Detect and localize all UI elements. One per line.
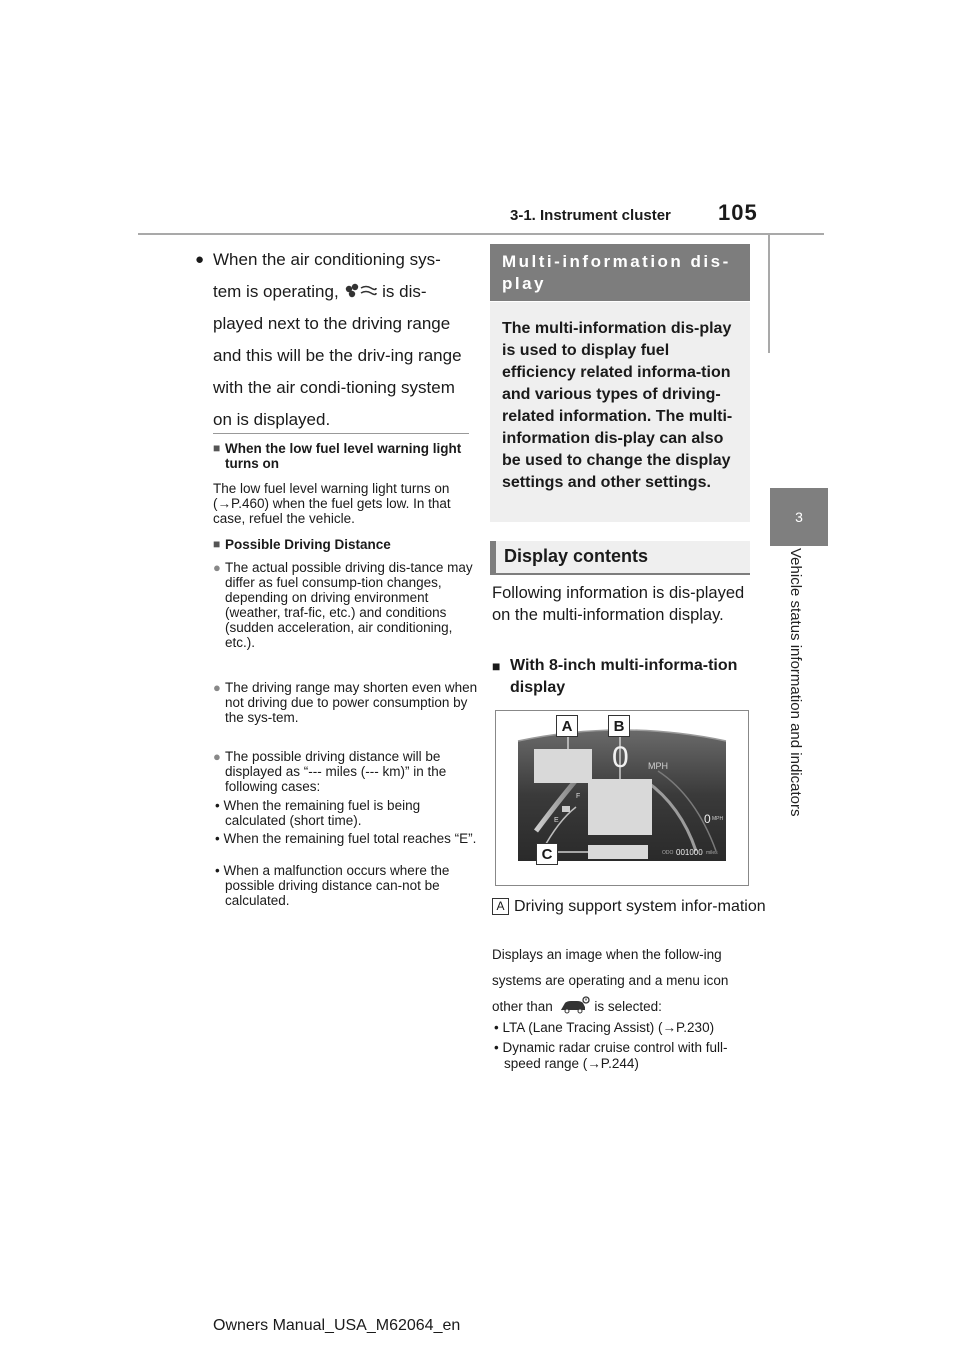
- multi-info-intro: The multi-information dis-play is used to display fuel efficiency related informa-tion and various types of driving-related information. The multi-information dis-play can also be used to change the display settings and other settings.: [490, 302, 750, 522]
- ac-bullet-pre: When the air conditioning sys-tem is operating,: [213, 250, 441, 301]
- note2-title: [213, 537, 481, 552]
- tab-rule: [768, 233, 770, 353]
- bullet-dot: ●: [195, 251, 205, 268]
- multi-info-header: Multi-information dis-play: [490, 244, 750, 301]
- driving-assist-car-icon: [557, 996, 591, 1014]
- air-conditioning-icon: [343, 283, 377, 299]
- speed-readout: 0: [612, 741, 629, 774]
- case-2: • When the remaining fuel total reaches “E”.: [215, 831, 477, 846]
- item-a-description: [492, 895, 770, 918]
- note1-title: [213, 441, 481, 471]
- square-bullet: ■: [213, 441, 221, 455]
- note1-body: The low fuel level warning light turns on (→P.460) when the fuel gets low. In that case, refuel the vehicle.: [213, 481, 451, 526]
- note-item-2-text: The driving range may shorten even when not driving due to power consumption by the sys-tem.: [225, 680, 478, 725]
- note-item-2: [213, 680, 481, 725]
- chapter-title: [780, 548, 810, 868]
- note1-title-text: When the low fuel level warning light turns on: [225, 441, 462, 471]
- chapter-title-text: Vehicle status information and indicators: [787, 548, 804, 817]
- area-a-box: [534, 749, 592, 783]
- label-b: B: [608, 715, 630, 737]
- odometer-prefix: ODO: [662, 850, 674, 856]
- page-number: 105: [718, 200, 758, 225]
- cluster-illustration: [496, 711, 748, 885]
- section-title: 3-1. Instrument cluster: [510, 207, 671, 224]
- ac-bullet-post: is dis-played next to the driving range and this will be the driv-ing range with the air condi-tioning system on is displayed.: [213, 282, 462, 429]
- display-subheading: [492, 655, 766, 699]
- item-a-sentence: [492, 942, 748, 1020]
- circle-bullet: ●: [213, 680, 221, 695]
- chapter-tab[interactable]: 3: [770, 488, 828, 546]
- cluster-figure: [495, 710, 749, 886]
- header-rule: [138, 233, 824, 235]
- lta-item: • LTA (Lane Tracing Assist) (→P.230): [494, 1020, 715, 1035]
- drcc-item: • Dynamic radar cruise control with full-speed range (→P.244): [494, 1040, 728, 1071]
- small-speed-readout: 0: [704, 812, 711, 826]
- area-b-box: [588, 779, 652, 835]
- square-bullet: ■: [492, 658, 501, 674]
- ac-bullet: [195, 244, 469, 436]
- odometer-unit: miles: [706, 850, 718, 856]
- fuel-full-label: F: [576, 793, 581, 800]
- note-item-1: [213, 560, 481, 650]
- notes-rule: [213, 433, 469, 434]
- note-item-3-text: The possible driving distance will be displayed as “--- miles (--- km)” in the following cases:: [225, 749, 447, 794]
- item-a-sentence-pre: Displays an image when the follow-ing systems are operating and a menu icon other than: [492, 947, 729, 1014]
- display-subheading-text: With 8-inch multi-informa-tion display: [510, 657, 738, 696]
- item-a-body: [492, 942, 748, 1072]
- circle-bullet: ●: [213, 749, 221, 764]
- note-item-1-text: The actual possible driving dis-tance may differ as fuel consump-tion changes, depending on driving environment (weather, traf-fic, etc.) and conditions (sudden acceleration, air conditioning, etc.).: [225, 560, 473, 650]
- note-item-3: [213, 749, 481, 794]
- label-a: A: [556, 715, 578, 737]
- display-contents-paragraph: Following information is dis-played on the multi-information display.: [492, 584, 745, 624]
- circle-bullet: ●: [213, 560, 221, 575]
- fuel-pump-icon: [562, 806, 570, 812]
- item-a-sentence-post: is selected:: [594, 999, 662, 1014]
- speed-unit: MPH: [648, 761, 668, 771]
- case-1: • When the remaining fuel is being calculated (short time).: [215, 798, 421, 828]
- item-a-badge: A: [492, 898, 509, 915]
- odometer-value: 001000: [676, 848, 703, 857]
- display-contents-header: Display contents: [490, 541, 750, 575]
- label-c: C: [536, 843, 558, 865]
- footer-manual-id: Owners Manual_USA_M62064_en: [213, 1317, 461, 1334]
- note2-title-text: Possible Driving Distance: [225, 537, 391, 552]
- square-bullet: ■: [213, 537, 221, 551]
- item-a-title: Driving support system infor-mation: [514, 898, 766, 915]
- small-speed-unit: MPH: [712, 816, 724, 822]
- area-c-box: [588, 845, 648, 859]
- fuel-empty-label: E: [554, 817, 559, 824]
- case-3: • When a malfunction occurs where the possible driving distance can-not be calculated.: [215, 863, 450, 908]
